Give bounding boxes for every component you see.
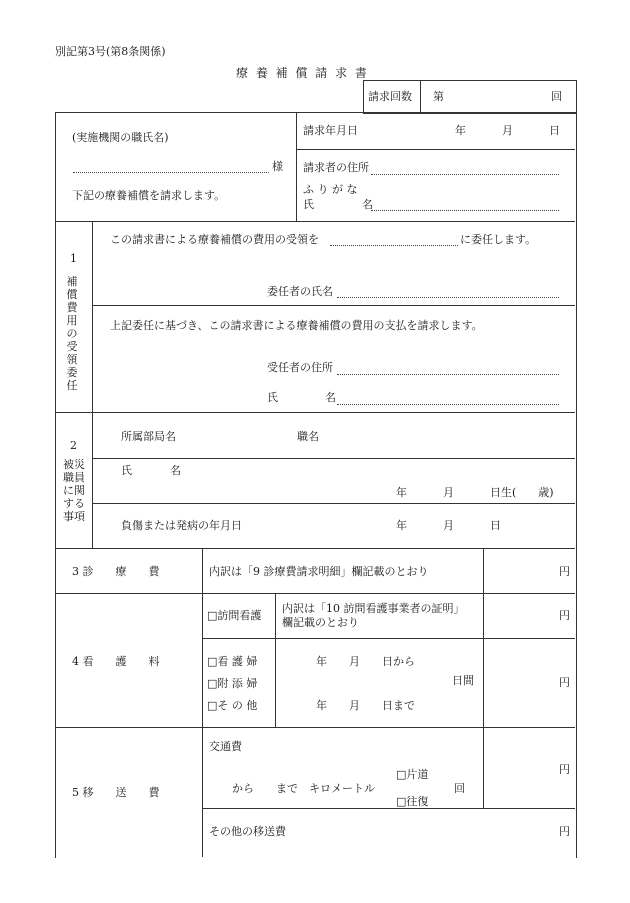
- injury-date-label: 負傷または発病の年月日: [121, 519, 242, 532]
- delegatee-name-label-2: 名: [325, 391, 336, 404]
- request-year: 年: [455, 124, 466, 137]
- form-number-label: 別記第3号(第8条関係): [55, 45, 166, 58]
- agency-name-field[interactable]: [73, 172, 269, 173]
- position-label: 職名: [297, 430, 319, 443]
- transport-times: 回: [454, 782, 465, 795]
- one-way-checkbox[interactable]: □片道: [396, 768, 429, 781]
- medical-fee-label: 3 診 療 費: [72, 565, 160, 578]
- nursing-yen: 円: [559, 676, 570, 689]
- injury-year: 年: [396, 519, 407, 532]
- medical-fee-yen: 円: [559, 565, 570, 578]
- visit-nursing-checkbox[interactable]: □訪問看護: [207, 609, 262, 622]
- claim-count-label: 請求回数: [368, 90, 412, 103]
- claimant-name-label-1: 氏: [303, 198, 314, 211]
- basis-text: 上記委任に基づき、この請求書による療養補償の費用の支払を請求します。: [110, 319, 483, 332]
- delegator-name-label: 委任者の氏名: [267, 285, 333, 298]
- injury-day: 日: [490, 519, 501, 532]
- request-date-label: 請求年月日: [303, 124, 358, 137]
- request-day: 日: [549, 124, 560, 137]
- visit-nursing-yen: 円: [559, 609, 570, 622]
- claimant-name-label-2: 名: [362, 198, 373, 211]
- attendant-checkbox[interactable]: □附 添 婦: [207, 677, 258, 690]
- nursing-fee-label: 4 看 護 料: [72, 655, 160, 668]
- birth-year: 年: [396, 486, 407, 499]
- section2-vertical-title: 被災職員に関する事項: [63, 458, 85, 523]
- visit-nursing-detail-1: 内訳は「10 訪問看護事業者の証明」: [282, 602, 465, 615]
- claim-count-suffix: 回: [551, 90, 562, 103]
- birth-day-age: 日生( 歳): [490, 486, 554, 499]
- delegate-text-a: この請求書による療養補償の費用の受領を: [110, 233, 319, 246]
- round-trip-checkbox[interactable]: □往復: [396, 795, 429, 808]
- section2-number: 2: [70, 439, 77, 452]
- delegatee-name-label-1: 氏: [267, 391, 278, 404]
- victim-name-label-1: 氏: [121, 464, 132, 477]
- transport-label: 交通費: [209, 740, 242, 753]
- nursing-from-date: 年 月 日から: [316, 655, 415, 668]
- furigana-label: ふ り が な: [303, 183, 358, 196]
- other-checkbox[interactable]: □そ の 他: [207, 699, 258, 712]
- transport-yen: 円: [559, 763, 570, 776]
- delegatee-field[interactable]: [330, 245, 458, 246]
- nursing-days: 日間: [452, 674, 474, 687]
- visit-nursing-detail-2: 欄記載のとおり: [282, 616, 359, 629]
- delegatee-address-field[interactable]: [337, 374, 559, 375]
- delegator-name-field[interactable]: [337, 297, 559, 298]
- claimant-address-label: 請求者の住所: [303, 161, 369, 174]
- form-title: 療 養 補 償 請 求 書: [236, 66, 369, 80]
- nurse-checkbox[interactable]: □看 護 婦: [207, 655, 258, 668]
- nursing-to-date: 年 月 日まで: [316, 699, 415, 712]
- other-transport-yen: 円: [559, 825, 570, 838]
- agency-label: (実施機関の職氏名): [72, 131, 169, 144]
- route-text: から まで キロメートル: [232, 782, 375, 795]
- birth-month: 月: [443, 486, 454, 499]
- delegate-text-b: に委任します。: [460, 233, 537, 246]
- claimant-address-field[interactable]: [371, 174, 559, 175]
- transport-fee-label: 5 移 送 費: [72, 786, 160, 799]
- delegatee-address-label: 受任者の住所: [267, 361, 333, 374]
- form-frame: [55, 112, 577, 858]
- section1-number: 1: [70, 252, 77, 265]
- claimant-name-field[interactable]: [371, 210, 559, 211]
- claim-count-prefix: 第: [433, 90, 444, 103]
- medical-fee-detail: 内訳は「9 診療費請求明細」欄記載のとおり: [209, 565, 429, 578]
- sama-label: 様: [272, 160, 283, 173]
- section1-vertical-title: 補償費用の受領委任: [66, 275, 78, 392]
- injury-month: 月: [443, 519, 454, 532]
- victim-name-label-2: 名: [170, 464, 181, 477]
- other-transport-label: その他の移送費: [209, 825, 286, 838]
- request-month: 月: [502, 124, 513, 137]
- request-text: 下記の療養補償を請求します。: [72, 189, 226, 202]
- department-label: 所属部局名: [121, 430, 176, 443]
- delegatee-name-field[interactable]: [337, 404, 559, 405]
